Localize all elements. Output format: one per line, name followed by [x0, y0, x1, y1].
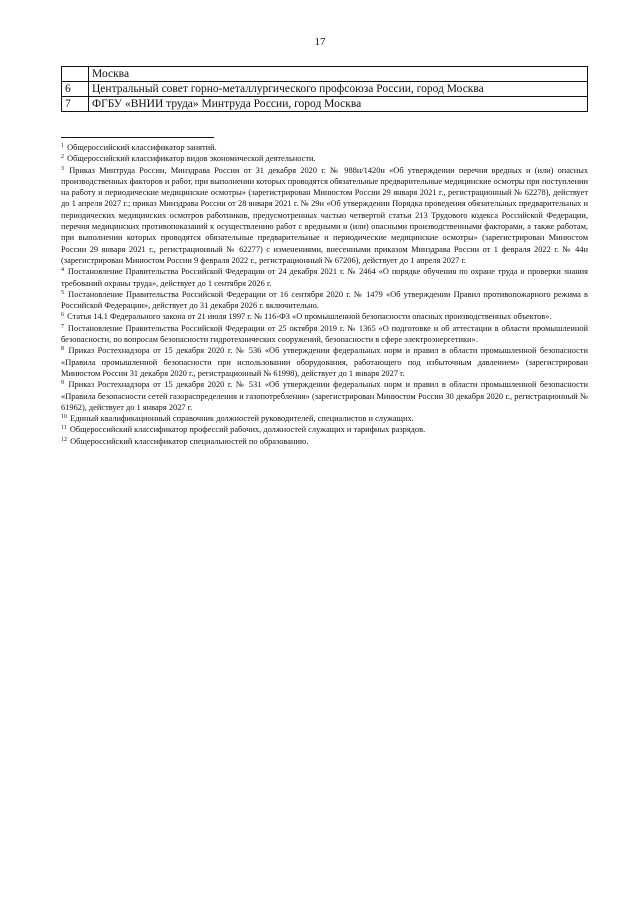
footnote — [61, 289, 588, 312]
footnote — [61, 424, 588, 435]
footnote-text: Постановление Правительства Российской Федерации от 16 сентября 2020 г. № 1479 «Об утверждении Правил противопожарного режима в Российской Федерации», действует до 31 декабря 2026 г. включительно. — [61, 289, 588, 311]
footnote-text: Общероссийский классификатор занятий. — [67, 143, 217, 152]
footnote — [61, 379, 588, 413]
footnote-mark: 1 — [61, 143, 64, 149]
footnote-mark: 11 — [61, 425, 67, 432]
footnote — [61, 323, 588, 346]
row-number: 6 — [62, 82, 89, 97]
footnote-text: Приказ Минтруда России, Минздрава России от 31 декабря 2020 г. № 988н/1420н «Об утверждении перечня вредных и (или) опасных производственных факторов и работ, при выполнении которых проводятся обязательные предварительные медицинские осмотры при поступлении на работу и периодические медицинские осмотры» (зарегистрирован Минюстом России 29 января 2021 г., регистрационный № 62278), действует до 1 апреля 2027 г.; приказ Минздрава России от 28 января 2021 г. № 29н «Об утверждении Порядка проведения обязательных предварительных и периодических медицинских осмотров работников, предусмотренных частью четвертой статьи 213 Трудового кодекса Российской Федерации, перечня медицинских противопоказаний к осуществлению работ с вредными и (или) опасными производственными факторами, а также работам, при выполнении которых проводятся обязательные предварительные и периодические медицинские осмотры» (зарегистрирован Минюстом России 29 января 2021 г., регистрационный № 62277) с изменениями, внесенными приказом Минздрава России от 1 февраля 2022 г. № 44н (зарегистрирован Минюстом России 9 февраля 2022 г., регистрационный № 67206), действует до 1 апреля 2027 г. — [61, 165, 589, 265]
row-text: ФГБУ «ВНИИ труда» Минтруда России, город Москва — [89, 97, 588, 112]
footnote — [61, 142, 588, 153]
footnote-text: Постановление Правительства Российской Федерации от 25 октября 2019 г. № 1365 «О подготовке и об аттестации в области промышленной безопасности, по вопросам безопасности гидротехнических сооружений, безопасности в сфере электроэнергетики». — [61, 323, 588, 345]
footnote-text: Постановление Правительства Российской Федерации от 24 декабря 2021 г. № 2464 «О порядке обучения по охране труда и проверки знания требований охраны труда», действует до 1 сентября 2026 г. — [61, 267, 589, 288]
footnote-mark: 12 — [61, 436, 67, 443]
row-number — [62, 67, 89, 82]
footnote — [61, 266, 588, 289]
footnote-mark: 7 — [61, 323, 64, 330]
footnote — [61, 436, 588, 447]
table-row — [62, 67, 588, 82]
footnote-mark: 2 — [61, 154, 64, 161]
row-text: Центральный совет горно-металлургического профсоюза России, город Москва — [89, 82, 588, 97]
footnote-separator — [61, 137, 214, 138]
footnote-text: Единый квалификационный справочник должностей руководителей, специалистов и служащих. — [70, 414, 414, 424]
footnote-mark: 4 — [61, 267, 64, 274]
footnote-mark: 10 — [61, 414, 67, 421]
footnote — [61, 311, 588, 322]
footnote-text: Общероссийский классификатор профессий рабочих, должностей служащих и тарифных разрядов. — [69, 425, 426, 435]
footnote-mark: 9 — [61, 380, 64, 387]
row-text: Москва — [89, 67, 588, 82]
table-row — [62, 97, 588, 112]
footnote-mark: 3 — [61, 165, 64, 172]
footnote — [61, 413, 588, 424]
footnote-mark: 8 — [61, 346, 64, 353]
page-number: 17 — [314, 36, 326, 48]
footnote-text: Приказ Ростехнадзора от 15 декабря 2020 г. № 536 «Об утверждении федеральных норм и правил в области промышленной безопасности «Правила промышленной безопасности при использовании оборудования, работающего под избыточным давлением» (зарегистрирован Минюстом России 31 декабря 2020 г., регистрационный № 61998), действует до 1 января 2027 г. — [61, 346, 589, 378]
footnote — [61, 165, 588, 267]
footnote-text: Общероссийский классификатор видов экономической деятельности. — [67, 154, 316, 164]
footnote-text: Статья 14.1 Федерального закона от 21 июля 1997 г. № 116-ФЗ «О промышленной безопасности опасных производственных объектов». — [67, 312, 552, 322]
footnote-mark: 6 — [61, 312, 64, 319]
footnote — [61, 153, 588, 164]
row-number: 7 — [62, 97, 89, 112]
footnote-text: Общероссийский классификатор специальностей по образованию. — [70, 436, 309, 446]
footnote — [61, 345, 588, 379]
table-row — [62, 82, 588, 97]
footnote-mark: 5 — [61, 289, 64, 296]
footnote-text: Приказ Ростехнадзора от 15 декабря 2020 г. № 531 «Об утверждении федеральных норм и правил в области промышленной безопасности «Правила безопасности сетей газораспределения и газопотребления» (зарегистрирован Минюстом России 30 декабря 2020 г., регистрационный № 61962), действует до 1 января 2027 г. — [61, 380, 589, 412]
footnotes — [61, 142, 588, 447]
organizations-table — [61, 66, 588, 112]
